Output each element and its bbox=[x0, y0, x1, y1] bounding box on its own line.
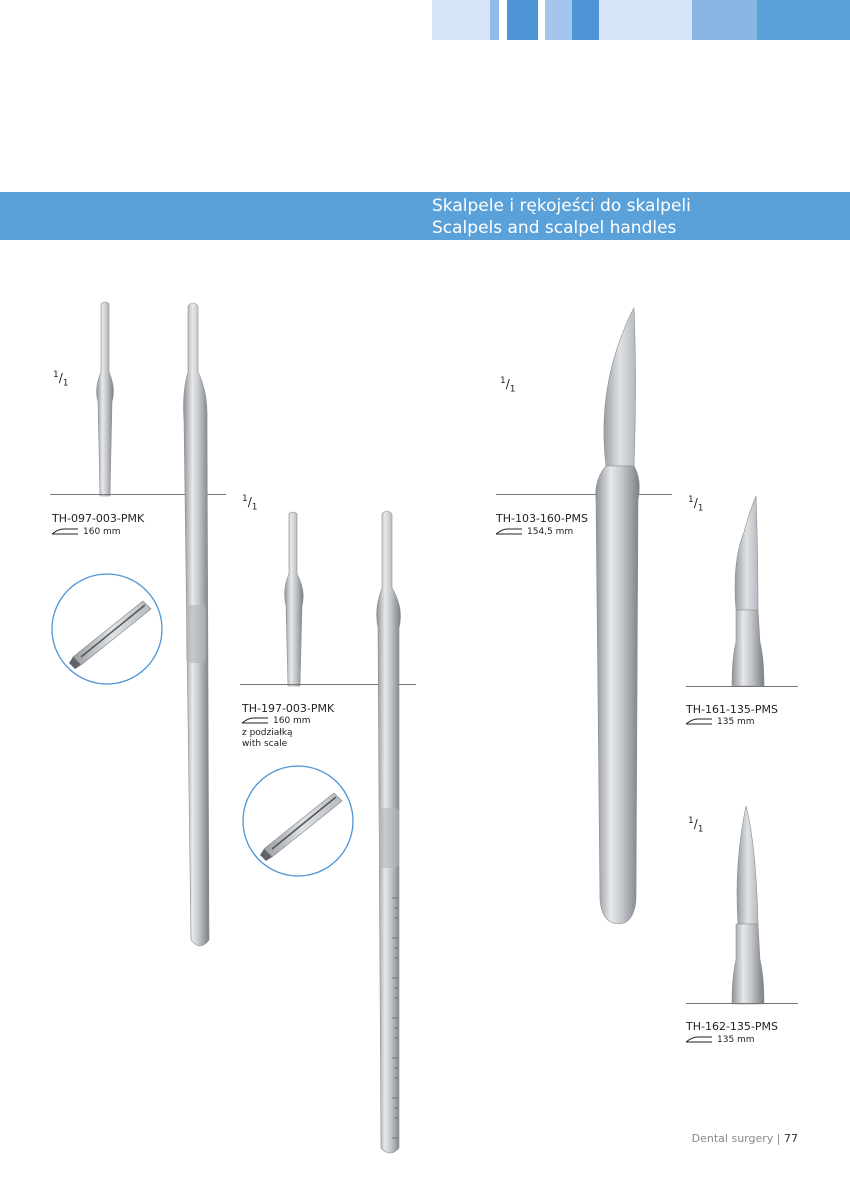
header-decor-block bbox=[432, 0, 490, 40]
scale-label: $^1/_1$ bbox=[500, 376, 516, 395]
scale-label: $^1/_1$ bbox=[688, 495, 704, 514]
scalpel-handle-image bbox=[178, 300, 214, 952]
product-length: 154,5 mm bbox=[496, 527, 573, 537]
section-title-pl: Skalpele i rękojeści do skalpeli bbox=[432, 196, 691, 216]
footer-divider: | bbox=[776, 1132, 784, 1145]
magnifier-detail-icon bbox=[242, 765, 354, 877]
baseline-rule bbox=[686, 1003, 798, 1004]
product-length: 160 mm bbox=[242, 716, 311, 726]
section-banner bbox=[0, 192, 850, 240]
header-decor-block bbox=[490, 0, 499, 40]
header-decor-block bbox=[507, 0, 538, 40]
page-footer bbox=[692, 1132, 798, 1145]
page-number: 77 bbox=[784, 1132, 798, 1145]
handle-length-icon bbox=[686, 1036, 712, 1044]
scale-label: $^1/_1$ bbox=[242, 494, 258, 513]
header-decor-block bbox=[599, 0, 692, 40]
handle-length-icon bbox=[52, 528, 78, 536]
scale-label: $^1/_1$ bbox=[688, 816, 704, 835]
scale-label: $^1/_1$ bbox=[53, 370, 69, 389]
handle-tip-image bbox=[90, 300, 120, 496]
product-code: TH-097-003-PMK bbox=[52, 512, 145, 525]
scalpel-blade-pointed-image bbox=[730, 804, 770, 1004]
product-code: TH-197-003-PMK bbox=[242, 702, 335, 715]
product-code: TH-162-135-PMS bbox=[686, 1020, 778, 1033]
product-code: TH-103-160-PMS bbox=[496, 512, 588, 525]
scalpel-blade-image bbox=[730, 492, 770, 686]
header-decor-block bbox=[572, 0, 599, 40]
product-length: 135 mm bbox=[686, 717, 755, 727]
handle-length-icon bbox=[686, 718, 712, 726]
header-decor-block bbox=[757, 0, 850, 40]
scalpel-handle-with-scale-image bbox=[372, 508, 406, 1158]
product-code: TH-161-135-PMS bbox=[686, 703, 778, 716]
product-length: 160 mm bbox=[52, 527, 121, 537]
handle-tip-image bbox=[278, 510, 310, 686]
product-note-pl: z podziałką bbox=[242, 728, 293, 738]
product-length: 135 mm bbox=[686, 1035, 755, 1045]
handle-length-icon bbox=[242, 717, 268, 725]
magnifier-detail-icon bbox=[51, 573, 163, 685]
header-decor-block bbox=[545, 0, 572, 40]
baseline-rule bbox=[686, 686, 798, 687]
scalpel-with-fixed-blade-image bbox=[590, 300, 646, 930]
footer-section: Dental surgery bbox=[691, 1132, 774, 1145]
header-decor-block bbox=[692, 0, 757, 40]
product-note-en: with scale bbox=[242, 739, 288, 749]
section-title-en: Scalpels and scalpel handles bbox=[432, 218, 677, 238]
handle-length-icon bbox=[496, 528, 522, 536]
